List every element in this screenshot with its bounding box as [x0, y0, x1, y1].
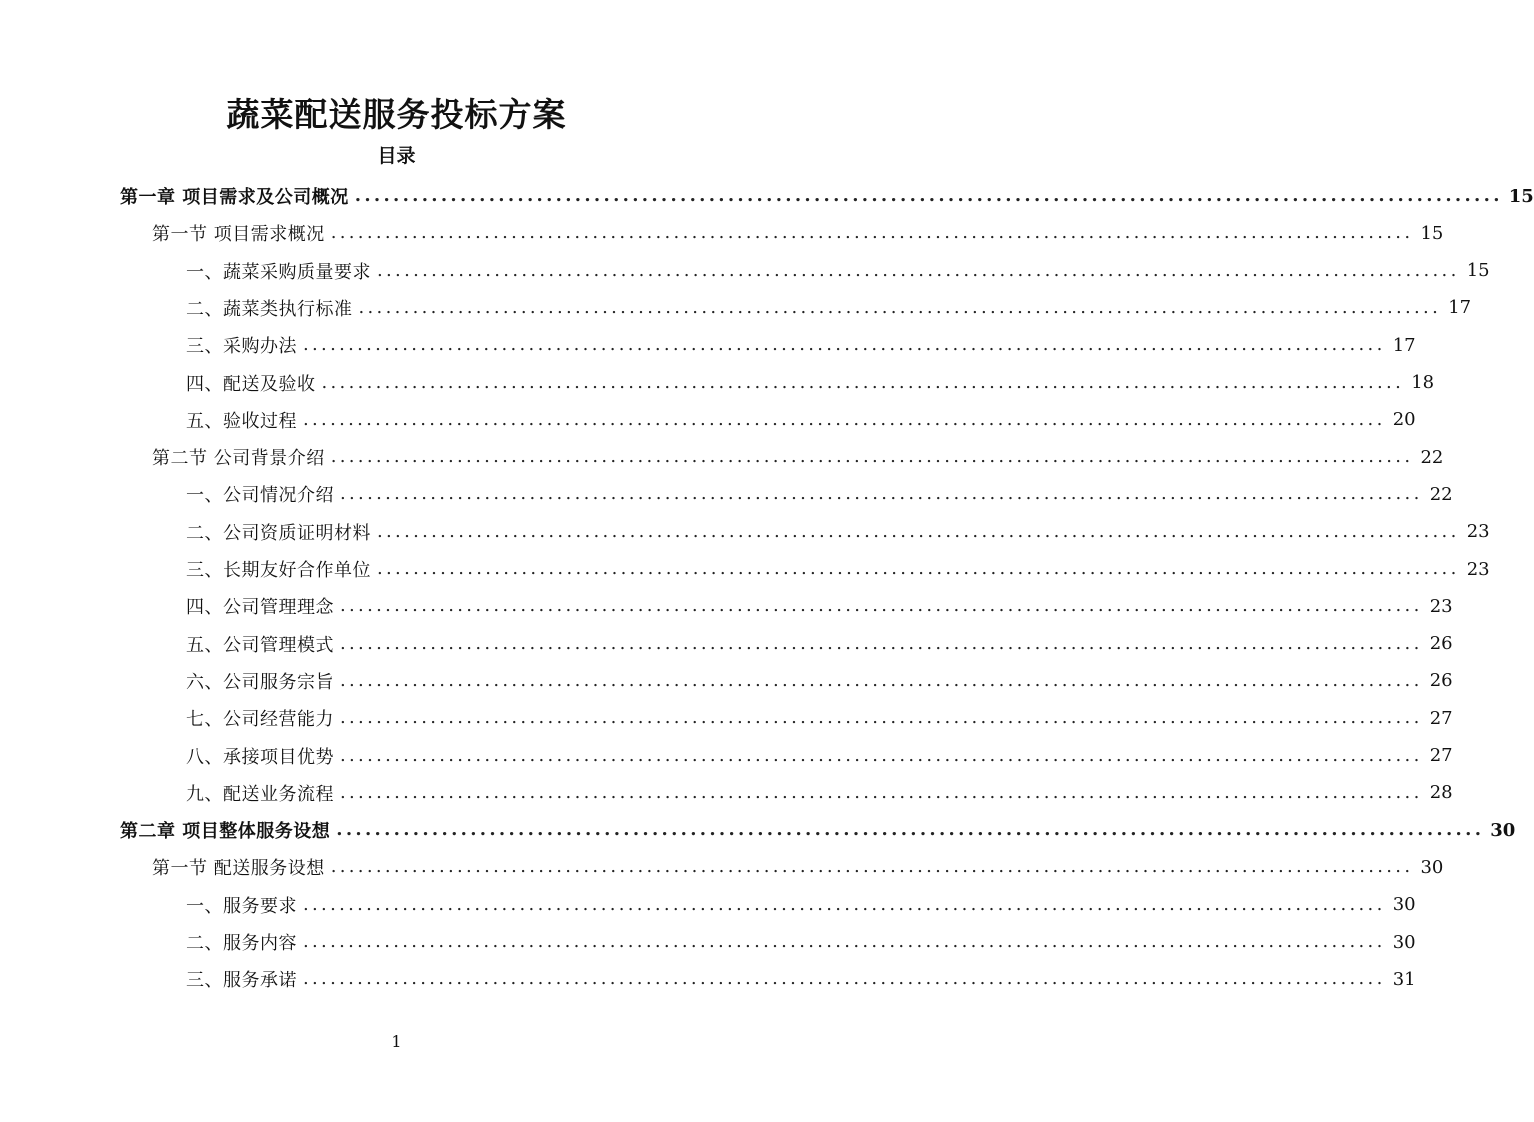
toc-entry[interactable] — [186, 327, 1416, 363]
toc-entry[interactable] — [186, 402, 1416, 438]
toc-dot-leader: ........................................................................................................................ — [358, 296, 1442, 318]
toc-entry-page: 17 — [1392, 334, 1416, 356]
toc-dot-leader: ........................................................................................................................ — [303, 893, 1386, 915]
toc-entry-page: 27 — [1429, 745, 1453, 766]
toc-dot-leader: ........................................................................................................................ — [330, 446, 1414, 468]
toc-entry-page: 23 — [1429, 595, 1453, 617]
toc-dot-leader: ........................................................................................................................ — [330, 222, 1414, 244]
toc-heading: 目录 — [377, 145, 416, 167]
toc-entry-label: 九、配送业务流程 — [186, 783, 334, 805]
toc-entry[interactable] — [186, 961, 1416, 997]
toc-entry[interactable] — [152, 849, 1444, 885]
toc-entry[interactable] — [186, 476, 1453, 512]
toc-entry-page: 27 — [1429, 707, 1453, 729]
toc-dot-leader: ........................................................................................................................ — [340, 595, 1423, 617]
toc-dot-leader: ........................................................................................................................ — [340, 483, 1423, 505]
toc-entry-label: 二、服务内容 — [186, 933, 297, 954]
toc-entry-label: 八、承接项目优势 — [186, 746, 334, 768]
toc-entry-page: 20 — [1392, 409, 1416, 431]
toc-dot-leader: ........................................................................................................................ — [354, 185, 1503, 206]
toc-entry-label: 第一节 项目需求概况 — [152, 224, 325, 246]
toc-entry-label: 四、配送及验收 — [186, 373, 316, 395]
toc-entry[interactable] — [186, 253, 1490, 289]
toc-entry-page: 17 — [1448, 297, 1472, 319]
toc-entry-page: 28 — [1429, 782, 1453, 804]
toc-entry-label: 一、服务要求 — [186, 895, 297, 917]
toc-entry-page: 15 — [1508, 185, 1534, 207]
toc-entry-label: 二、蔬菜类执行标准 — [186, 298, 353, 320]
toc-entry-label: 六、公司服务宗旨 — [186, 671, 334, 693]
toc-entry-label: 五、公司管理模式 — [186, 634, 334, 656]
toc-entry-page: 23 — [1466, 558, 1490, 580]
toc-dot-leader: ........................................................................................................................ — [377, 259, 1460, 281]
document-title: 蔬菜配送服务投标方案 — [226, 95, 567, 134]
toc-entry-page: 22 — [1429, 483, 1453, 505]
toc-entry[interactable] — [186, 887, 1416, 923]
toc-entry-label: 一、蔬菜采购质量要求 — [186, 261, 371, 283]
toc-dot-leader: ........................................................................................................................ — [340, 632, 1423, 654]
toc-entry-page: 30 — [1490, 819, 1516, 841]
toc-entry-page: 30 — [1392, 894, 1416, 916]
toc-entry-label: 五、验收过程 — [186, 410, 297, 432]
toc-dot-leader: ........................................................................................................................ — [340, 781, 1423, 803]
toc-entry-page: 26 — [1429, 633, 1453, 655]
toc-entry-label: 一、公司情况介绍 — [186, 485, 334, 507]
toc-entry[interactable] — [186, 514, 1490, 550]
toc-entry-page: 30 — [1392, 931, 1416, 953]
toc-entry[interactable] — [120, 178, 1534, 214]
toc-entry[interactable] — [186, 551, 1490, 587]
toc-dot-leader: ........................................................................................................................ — [340, 744, 1423, 766]
toc-entry-label: 三、长期友好合作单位 — [186, 560, 371, 581]
toc-entry-page: 18 — [1411, 372, 1435, 393]
page-number: 1 — [391, 1032, 402, 1051]
toc-entry[interactable] — [152, 439, 1444, 475]
toc-entry[interactable] — [186, 663, 1453, 699]
toc-entry-page: 30 — [1420, 856, 1444, 878]
toc-dot-leader: ........................................................................................................................ — [330, 856, 1414, 878]
toc-entry-page: 26 — [1429, 670, 1453, 692]
toc-entry[interactable] — [186, 588, 1453, 624]
toc-entry-label: 第二节 公司背景介绍 — [152, 448, 325, 470]
toc-entry-label: 三、采购办法 — [186, 336, 297, 358]
toc-dot-leader: ........................................................................................................................ — [340, 707, 1423, 729]
toc-dot-leader: ........................................................................................................................ — [340, 669, 1423, 691]
toc-entry-label: 四、公司管理理念 — [186, 597, 334, 619]
toc-entry[interactable] — [186, 365, 1435, 401]
toc-entry[interactable] — [186, 700, 1453, 736]
toc-entry-label: 七、公司经营能力 — [186, 709, 334, 731]
toc-entry-label: 第二章 项目整体服务设想 — [120, 821, 331, 843]
toc-entry[interactable] — [186, 290, 1472, 326]
toc-entry[interactable] — [186, 738, 1453, 774]
toc-dot-leader: ........................................................................................................................ — [303, 931, 1386, 952]
toc-entry-page: 22 — [1420, 446, 1444, 468]
toc-entry-page: 31 — [1392, 968, 1416, 990]
toc-dot-leader: ........................................................................................................................ — [303, 334, 1386, 356]
toc-dot-leader: ........................................................................................................................ — [321, 371, 1405, 393]
toc-entry-label: 第一节 配送服务设想 — [152, 858, 325, 880]
toc-entry[interactable] — [152, 215, 1444, 251]
toc-dot-leader: ........................................................................................................................ — [303, 968, 1386, 990]
toc-entry-label: 三、服务承诺 — [186, 970, 297, 992]
toc-entry[interactable] — [186, 924, 1416, 960]
toc-dot-leader: ........................................................................................................................ — [336, 819, 1485, 841]
toc-dot-leader: ........................................................................................................................ — [377, 520, 1460, 542]
toc-entry[interactable] — [120, 812, 1516, 848]
toc-entry-page: 23 — [1466, 521, 1490, 543]
toc-entry-label: 第一章 项目需求及公司概况 — [120, 187, 349, 208]
toc-dot-leader: ........................................................................................................................ — [303, 408, 1386, 430]
toc-entry[interactable] — [186, 775, 1453, 811]
toc-entry-label: 二、公司资质证明材料 — [186, 522, 371, 544]
toc-entry-page: 15 — [1420, 222, 1444, 244]
toc-dot-leader: ........................................................................................................................ — [377, 558, 1460, 579]
toc-entry[interactable] — [186, 626, 1453, 662]
toc-entry-page: 15 — [1466, 260, 1490, 282]
